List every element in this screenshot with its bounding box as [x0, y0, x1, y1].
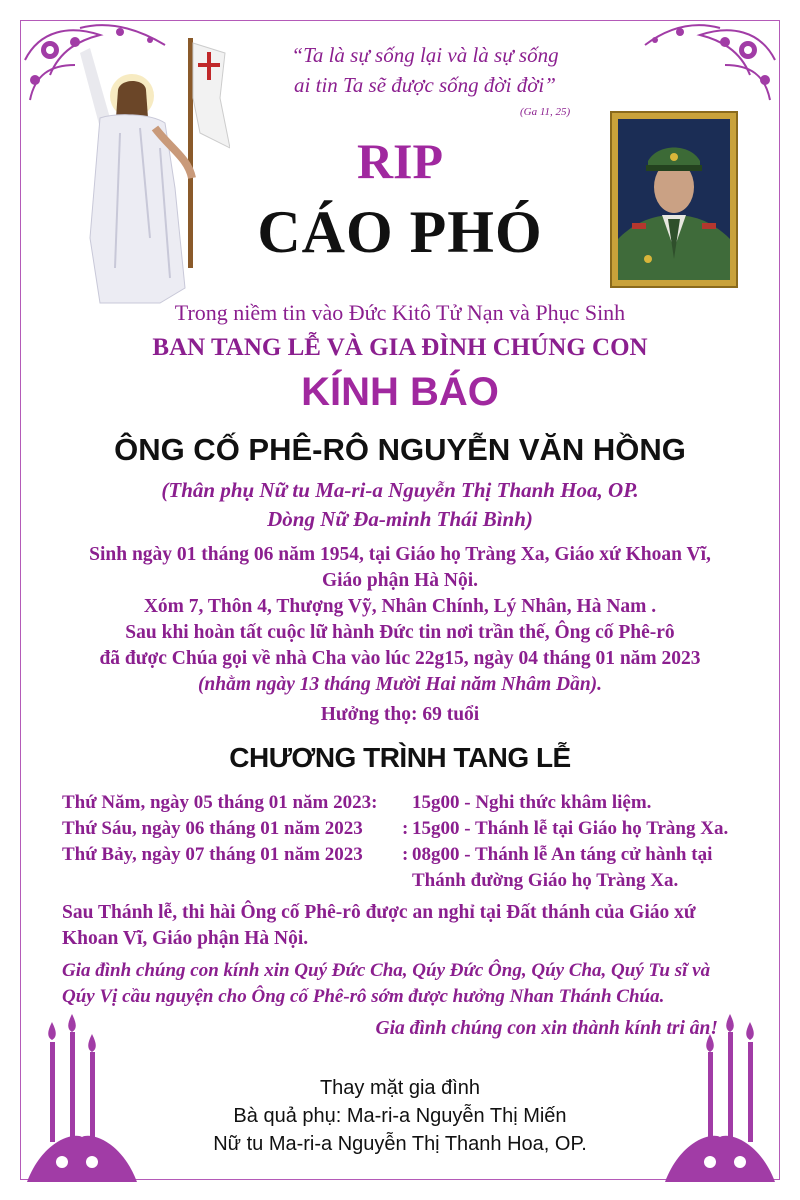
burial-note: [62, 900, 752, 952]
schedule-colon: :: [402, 844, 409, 865]
quote-line-1: “Ta là sự sống lại và là sự sống: [291, 43, 559, 67]
schedule-event: 15g00 - Nghi thức khâm liệm.: [412, 792, 652, 813]
signature-line-2: Bà quả phụ: Ma-ri-a Nguyễn Thị Miến: [233, 1105, 567, 1127]
faith-line: Trong niềm tin vào Đức Kitô Tử Nạn và Phục Sinh: [174, 300, 626, 325]
schedule-row: [62, 816, 782, 842]
committee-line: BAN TANG LỄ VÀ GIA ĐÌNH CHÚNG CON: [152, 334, 648, 361]
scripture-quote: [255, 40, 595, 100]
schedule-date: Thứ Năm, ngày 05 tháng 01 năm 2023:: [62, 792, 378, 813]
schedule-colon: :: [402, 818, 409, 839]
schedule-continuation-row: [62, 868, 782, 894]
program-schedule: [62, 790, 782, 894]
schedule-continuation: Thánh đường Giáo họ Tràng Xa.: [412, 870, 679, 891]
deceased-name: ÔNG CỐ PHÊ-RÔ NGUYỄN VĂN HỒNG: [114, 432, 686, 467]
bio-line-3: Xóm 7, Thôn 4, Thượng Vỹ, Nhân Chính, Lý Nhân, Hà Nam .: [143, 596, 657, 617]
signature-line-1: Thay mặt gia đình: [319, 1077, 481, 1099]
prayer-request: [62, 958, 762, 1010]
relation-line-2: Dòng Nữ Đa-minh Thái Bình): [267, 507, 533, 531]
request-line-2: Qúy Vị cầu nguyện cho Ông cố Phê-rô sớm được hưởng Nhan Thánh Chúa.: [62, 986, 665, 1007]
signature-line-3: Nữ tu Ma-ri-a Nguyễn Thị Thanh Hoa, OP.: [213, 1133, 587, 1155]
burial-line-2: Khoan Vĩ, Giáo phận Hà Nội.: [62, 928, 309, 949]
announce-heading: KÍNH BÁO: [301, 370, 499, 414]
bio-line-1: Sinh ngày 01 tháng 06 năm 1954, tại Giáo họ Tràng Xa, Giáo xứ Khoan Vĩ,: [89, 544, 711, 565]
schedule-date: Thứ Sáu, ngày 06 tháng 01 năm 2023: [62, 818, 363, 839]
burial-line-1: Sau Thánh lễ, thi hài Ông cố Phê-rô được an nghỉ tại Đất thánh của Giáo xứ: [62, 902, 696, 923]
signature-block: [0, 1074, 800, 1158]
deceased-relation: [0, 476, 800, 534]
rip-heading: RIP: [356, 133, 444, 189]
schedule-event: 08g00 - Thánh lễ An táng cử hành tại: [412, 844, 713, 865]
program-title: CHƯƠNG TRÌNH TANG LỄ: [229, 742, 571, 773]
age-line: Hưởng thọ: 69 tuổi: [320, 704, 480, 725]
schedule-event: 15g00 - Thánh lễ tại Giáo họ Tràng Xa.: [412, 818, 729, 839]
page-title: CÁO PHÓ: [257, 199, 543, 265]
thanks-line: Gia đình chúng con xin thành kính tri ân!: [375, 1018, 718, 1039]
schedule-row: [62, 790, 782, 816]
schedule-date: Thứ Bảy, ngày 07 tháng 01 năm 2023: [62, 844, 363, 865]
quote-line-2: ai tin Ta sẽ được sống đời đời”: [294, 73, 556, 97]
quote-reference: (Ga 11, 25): [520, 106, 571, 118]
bio-line-5: đã được Chúa gọi về nhà Cha vào lúc 22g15, ngày 04 tháng 01 năm 2023: [99, 648, 701, 669]
biography: [0, 542, 800, 698]
relation-line-1: (Thân phụ Nữ tu Ma-ri-a Nguyễn Thị Thanh Hoa, OP.: [161, 478, 639, 502]
schedule-row: [62, 842, 782, 868]
bio-line-6: (nhằm ngày 13 tháng Mười Hai năm Nhâm Dần).: [197, 674, 603, 695]
bio-line-2: Giáo phận Hà Nội.: [321, 570, 479, 591]
bio-line-4: Sau khi hoàn tất cuộc lữ hành Đức tin nơi trần thế, Ông cố Phê-rô: [125, 622, 675, 643]
request-line-1: Gia đình chúng con kính xin Quý Đức Cha, Qúy Đức Ông, Qúy Cha, Quý Tu sĩ và: [62, 960, 711, 981]
